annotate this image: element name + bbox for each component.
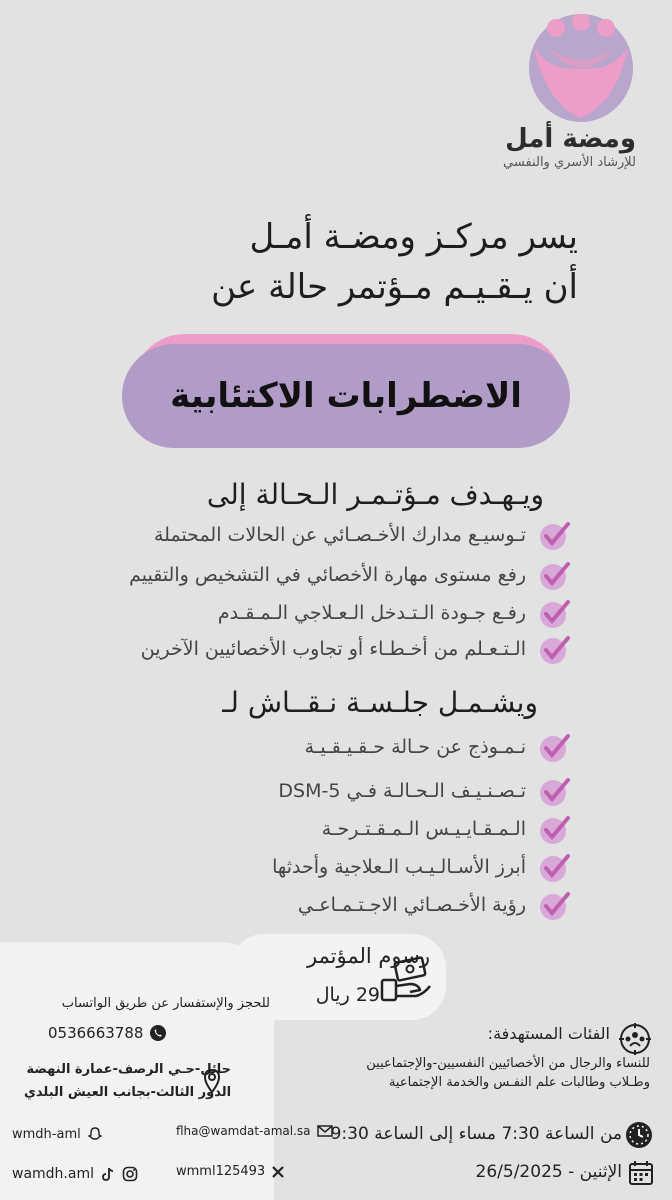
location-pin-icon (202, 1068, 222, 1094)
discussion-text: الـمـقـايـيـس الـمـقـتـرحـة (321, 818, 526, 840)
headline (211, 212, 578, 312)
checkmark-icon (538, 850, 572, 884)
checkmark-icon (538, 596, 572, 630)
logo-icon (526, 8, 636, 126)
clock-icon (624, 1120, 654, 1150)
booking-note: للحجز والإستفسار عن طريق الواتساب (61, 996, 270, 1011)
checkmark-icon (538, 632, 572, 666)
goal-item (154, 518, 572, 552)
discussion-item (298, 888, 572, 922)
brand-name: ومضة أمل (505, 124, 636, 154)
discussion-item (305, 730, 572, 764)
goal-text: تـوسيـع مدارك الأخـصـائي عن الحالات المحتملة (153, 524, 526, 546)
goal-text: رفـع جـودة الـتـدخل الـعـلاجي الـمـقـدم (217, 602, 526, 624)
phone-number[interactable]: 0536663788 (48, 1024, 144, 1042)
checkmark-icon (538, 730, 572, 764)
discussion-title: ويشـمـل جلـسـة نـقــاش لـ (222, 686, 538, 719)
goal-text: رفع مستوى مهارة الأخصائي في التشخيص والتقييم (129, 564, 526, 586)
x-logo-icon (271, 1165, 285, 1179)
banner (122, 344, 570, 448)
x-handle[interactable]: wmml125493 (176, 1164, 266, 1179)
checkmark-icon (538, 518, 572, 552)
event-date: الإثنين - 26/5/2025 (475, 1162, 622, 1182)
fee-title: رسوم المؤتمر (306, 944, 430, 968)
goal-item (129, 558, 572, 592)
goals-title: ويـهـدف مـؤتـمـر الـحـالة إلى (206, 478, 544, 511)
phone-row[interactable] (48, 1024, 167, 1042)
whatsapp-icon (149, 1024, 167, 1042)
instagram-icon (122, 1166, 138, 1182)
checkmark-icon (538, 888, 572, 922)
discussion-item (272, 850, 572, 884)
brand-tagline: للإرشاد الأسري والنفسي (503, 155, 636, 170)
brand-block (503, 124, 636, 172)
fee-amount (316, 984, 380, 1006)
checkmark-icon (538, 812, 572, 846)
snapchat-handle[interactable]: wmdh-aml (12, 1126, 81, 1142)
money-in-hand-icon (380, 956, 434, 1002)
discussion-text: رؤية الأخـصـائي الاجـتـمـاعـي (297, 894, 526, 916)
discussion-item (278, 774, 572, 808)
audience-line-2: وطـلاب وطالبات علم النفـس والخدمة الإجتماعية (388, 1075, 650, 1090)
x-row[interactable] (176, 1164, 285, 1179)
audience-title: الفئات المستهدفة: (487, 1024, 610, 1043)
audience-text (366, 1054, 650, 1092)
audience-line-1: للنساء والرجال من الأخصائيين النفسيين-والإجتماعيين (366, 1056, 650, 1071)
address-block (24, 1062, 231, 1100)
goal-item (141, 632, 572, 666)
discussion-item (322, 812, 572, 846)
goal-item (218, 596, 572, 630)
instagram-row[interactable] (12, 1166, 138, 1182)
checkmark-icon (538, 558, 572, 592)
discussion-text: أبرز الأسـالـيـب الـعلاجية وأحدثها (272, 856, 526, 878)
tiktok-icon (100, 1166, 116, 1182)
banner-title: الاضطرابات الاكتئابية (170, 376, 522, 416)
discussion-text: تـصـنـيـف الـحـالـة فـي DSM-5 (278, 780, 526, 802)
calendar-icon (628, 1160, 654, 1186)
goal-text: الـتـعـلم من أخـطـاء أو تجاوب الأخصائيين الآخرين (140, 638, 526, 660)
instagram-handle[interactable]: wamdh.aml (12, 1166, 94, 1182)
email-row[interactable] (176, 1124, 333, 1138)
address-line-2: الدور الثالث-بجانب العيش البلدي (24, 1085, 232, 1100)
fee-currency: ريال (315, 984, 350, 1006)
headline-line-1: يسر مركـز ومضـة أمـل (249, 217, 578, 257)
email-address[interactable]: flha@wamdat-amal.sa (176, 1124, 311, 1138)
checkmark-icon (538, 774, 572, 808)
event-time: من الساعة 7:30 مساء إلى الساعة 9:30 (330, 1124, 622, 1144)
snapchat-icon (87, 1126, 103, 1142)
fee-value: 29 (355, 984, 380, 1006)
target-audience-icon (618, 1022, 652, 1056)
address-line-1: حائل-حـي الرصف-عمارة النهضة (26, 1062, 232, 1077)
headline-line-2: أن يـقـيـم مـؤتمر حالة عن (211, 267, 578, 307)
snapchat-row[interactable] (12, 1126, 103, 1142)
discussion-text: نـمـوذج عن حـالة حـقـيـقـيـة (304, 736, 526, 758)
